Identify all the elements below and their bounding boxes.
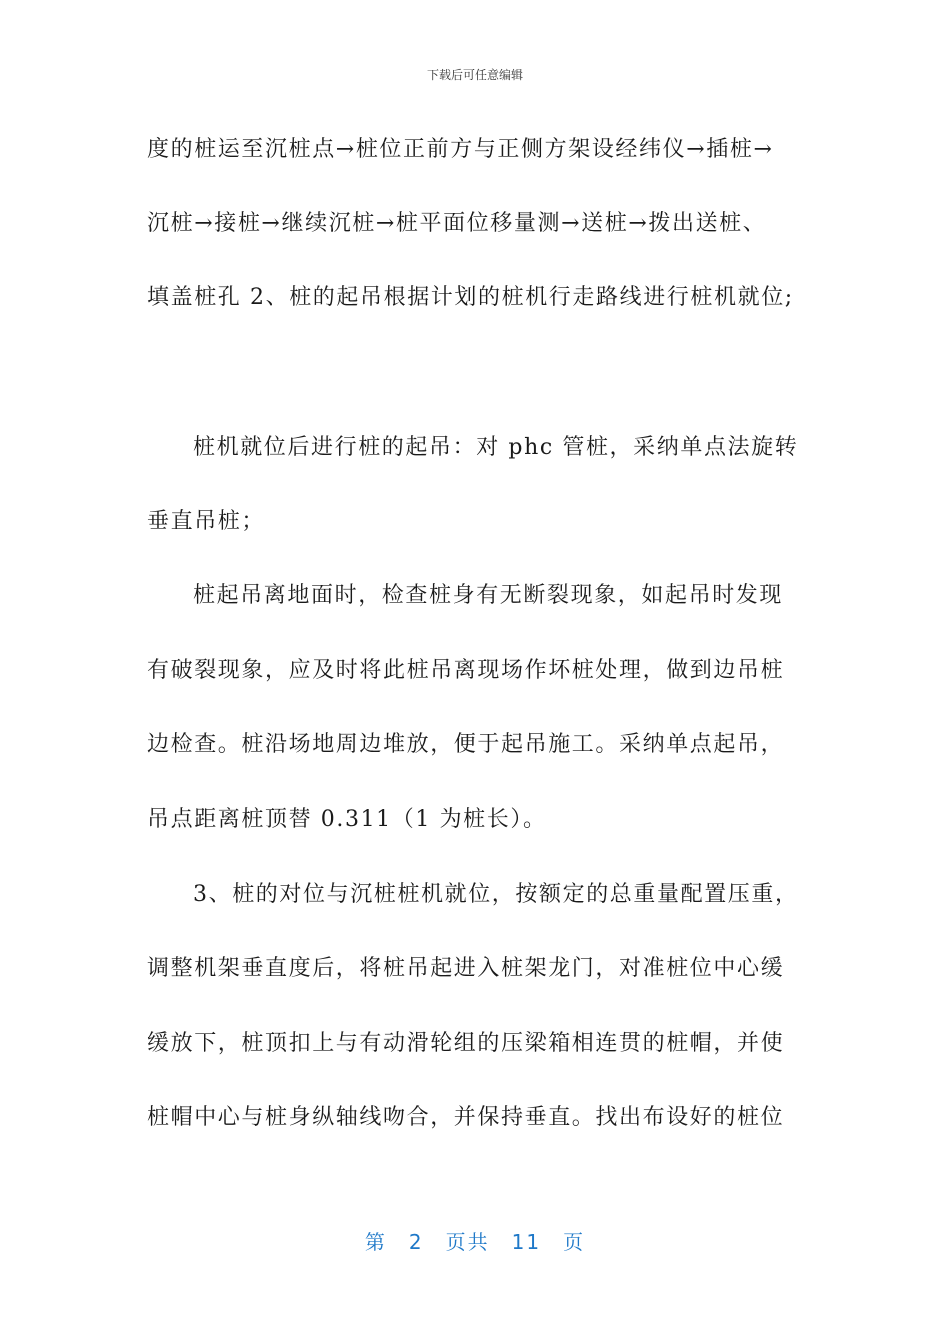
page-footer bbox=[0, 1226, 950, 1255]
footer-prefix: 第 bbox=[364, 1230, 387, 1254]
body-line-10: 3、桩的对位与沉桩桩机就位，按额定的总重量配置压重， bbox=[193, 882, 799, 907]
footer-page-number: 2 bbox=[408, 1230, 424, 1254]
body-line-1: 度的桩运至沉桩点→桩位正前方与正侧方架设经纬仪→插桩→ bbox=[147, 137, 774, 162]
footer-suffix: 页 bbox=[563, 1230, 586, 1254]
body-line-12: 缓放下，桩顶扣上与有动滑轮组的压梁箱相连贯的桩帽，并使 bbox=[147, 1031, 785, 1056]
body-line-6: 桩起吊离地面时，检查桩身有无断裂现象，如起吊时发现 bbox=[193, 583, 784, 608]
footer-middle: 页共 bbox=[445, 1230, 490, 1254]
body-line-4: 桩机就位后进行桩的起吊：对 phc 管桩，采纳单点法旋转 bbox=[193, 435, 799, 460]
body-line-13: 桩帽中心与桩身纵轴线吻合，并保持垂直。找出布设好的桩位 bbox=[147, 1105, 785, 1130]
body-line-8: 边检查。桩沿场地周边堆放，便于起吊施工。采纳单点起吊， bbox=[147, 732, 785, 757]
body-line-9: 吊点距离桩顶替 0.311（1 为桩长）。 bbox=[147, 807, 547, 832]
body-line-7: 有破裂现象，应及时将此桩吊离现场作坏桩处理，做到边吊桩 bbox=[147, 658, 785, 683]
body-line-3: 填盖桩孔 2、桩的起吊根据计划的桩机行走路线进行桩机就位; bbox=[147, 285, 794, 310]
body-line-11: 调整机架垂直度后，将桩吊起进入桩架龙门，对准桩位中心缓 bbox=[147, 956, 785, 981]
footer-total-pages: 11 bbox=[511, 1230, 542, 1254]
page-header: 下载后可任意编辑 bbox=[426, 68, 523, 82]
body-line-2: 沉桩→接桩→继续沉桩→桩平面位移量测→送桩→拨出送桩、 bbox=[147, 211, 767, 236]
body-line-5: 垂直吊桩； bbox=[147, 509, 266, 534]
